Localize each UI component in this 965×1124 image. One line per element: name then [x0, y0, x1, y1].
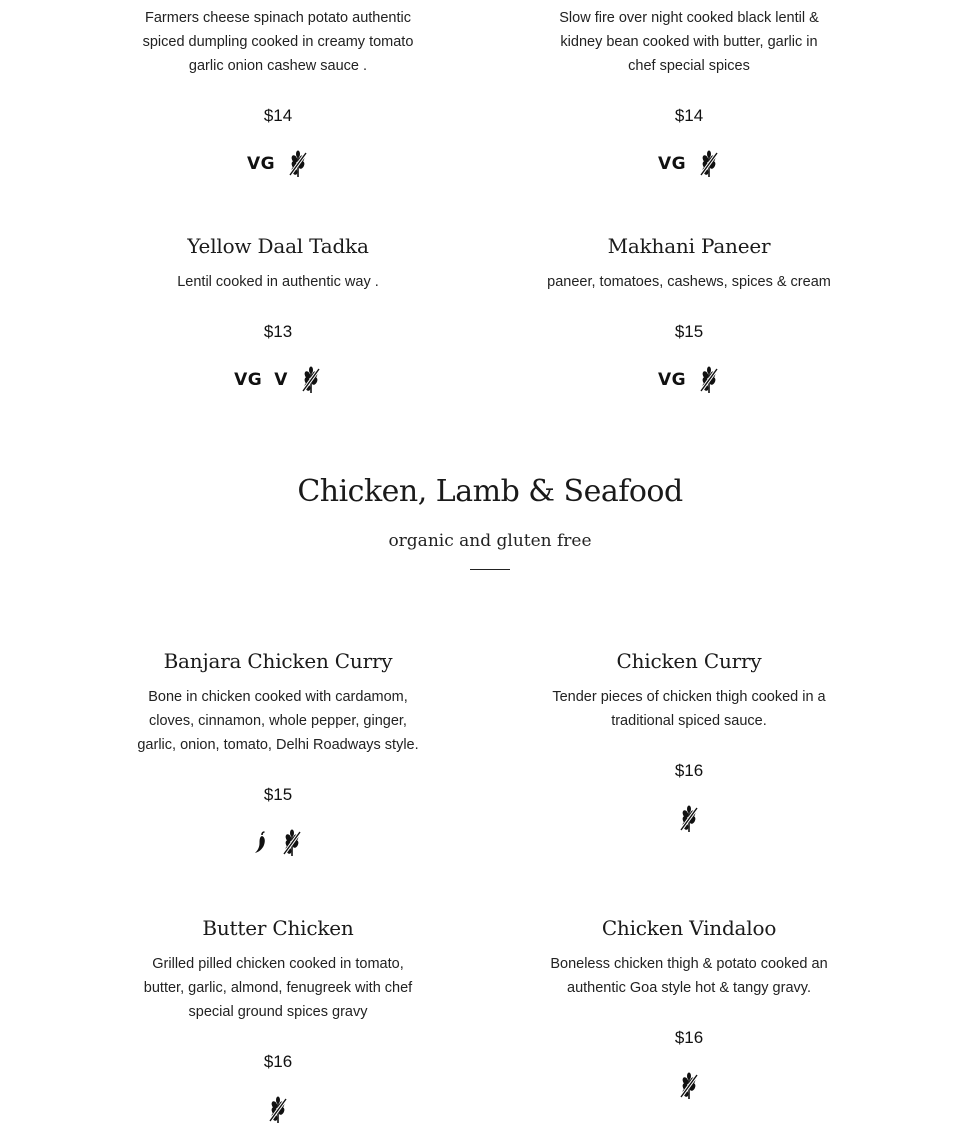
item-name: Chicken Vindaloo [601, 916, 777, 940]
vg-badge-icon: VG [246, 154, 276, 174]
menu-item-banjara-chicken-curry [128, 649, 428, 857]
item-description: Slow fire over night cooked black lentil & kidney bean cooked with butter, garlic in chef special spices [559, 10, 819, 74]
item-price: $15 [263, 785, 293, 804]
dietary-icons [128, 1096, 428, 1124]
item-price: $15 [674, 322, 704, 341]
gluten-free-wheat-icon [698, 150, 720, 178]
menu-item-yellow-daal-tadka [128, 234, 428, 394]
item-description: Lentil cooked in authentic way . [177, 274, 379, 290]
dietary-icons [128, 150, 428, 178]
menu-item-veg-1 [128, 6, 428, 178]
item-price: $16 [674, 761, 704, 780]
dietary-icons [128, 829, 428, 857]
item-price: $13 [263, 322, 293, 341]
item-price: $14 [263, 106, 293, 125]
gluten-free-wheat-icon [678, 1072, 700, 1100]
vg-badge-icon: VG [657, 154, 687, 174]
item-description: Bone in chicken cooked with cardamom, cloves, cinnamon, whole pepper, ginger, garlic, onion, tomato, Delhi Roadways style. [137, 689, 419, 753]
item-price: $14 [674, 106, 704, 125]
gluten-free-wheat-icon [281, 829, 303, 857]
gluten-free-wheat-icon [300, 366, 322, 394]
item-name: Butter Chicken [202, 916, 354, 940]
item-description: paneer, tomatoes, cashews, spices & cream [547, 274, 831, 290]
menu-item-chicken-vindaloo [539, 916, 839, 1100]
item-description: Farmers cheese spinach potato authentic spiced dumpling cooked in creamy tomato garlic onion cashew sauce . [142, 10, 414, 74]
menu-item-veg-2 [539, 6, 839, 178]
dietary-icons [539, 366, 839, 394]
item-name: Banjara Chicken Curry [163, 649, 393, 673]
vg-badge-icon: VG [657, 370, 687, 390]
menu-item-makhani-paneer [539, 234, 839, 394]
section-subtitle: organic and gluten free [388, 531, 592, 551]
section-title: Chicken, Lamb & Seafood [297, 474, 683, 509]
item-price: $16 [674, 1028, 704, 1047]
item-description: Boneless chicken thigh & potato cooked an authentic Goa style hot & tangy gravy. [550, 956, 828, 996]
chili-icon [253, 831, 269, 855]
item-name: Chicken Curry [616, 649, 762, 673]
dietary-icons [539, 805, 839, 833]
vg-badge-icon: VG [234, 370, 263, 390]
menu-item-butter-chicken [128, 916, 428, 1124]
item-name: Makhani Paneer [607, 234, 771, 258]
item-description: Tender pieces of chicken thigh cooked in a traditional spiced sauce. [552, 689, 826, 729]
menu-item-chicken-curry [539, 649, 839, 833]
dietary-icons [539, 150, 839, 178]
item-name: Yellow Daal Tadka [187, 234, 369, 258]
item-description: Grilled pilled chicken cooked in tomato, butter, garlic, almond, fenugreek with chef special ground spices gravy [143, 956, 413, 1020]
gluten-free-wheat-icon [287, 150, 309, 178]
item-price: $16 [263, 1052, 293, 1071]
gluten-free-wheat-icon [267, 1096, 289, 1124]
dietary-icons [128, 366, 428, 394]
gluten-free-wheat-icon [698, 366, 720, 394]
section-divider [470, 569, 510, 570]
v-badge-icon: V [274, 370, 288, 390]
section-header [0, 470, 965, 570]
dietary-icons [539, 1072, 839, 1100]
gluten-free-wheat-icon [678, 805, 700, 833]
